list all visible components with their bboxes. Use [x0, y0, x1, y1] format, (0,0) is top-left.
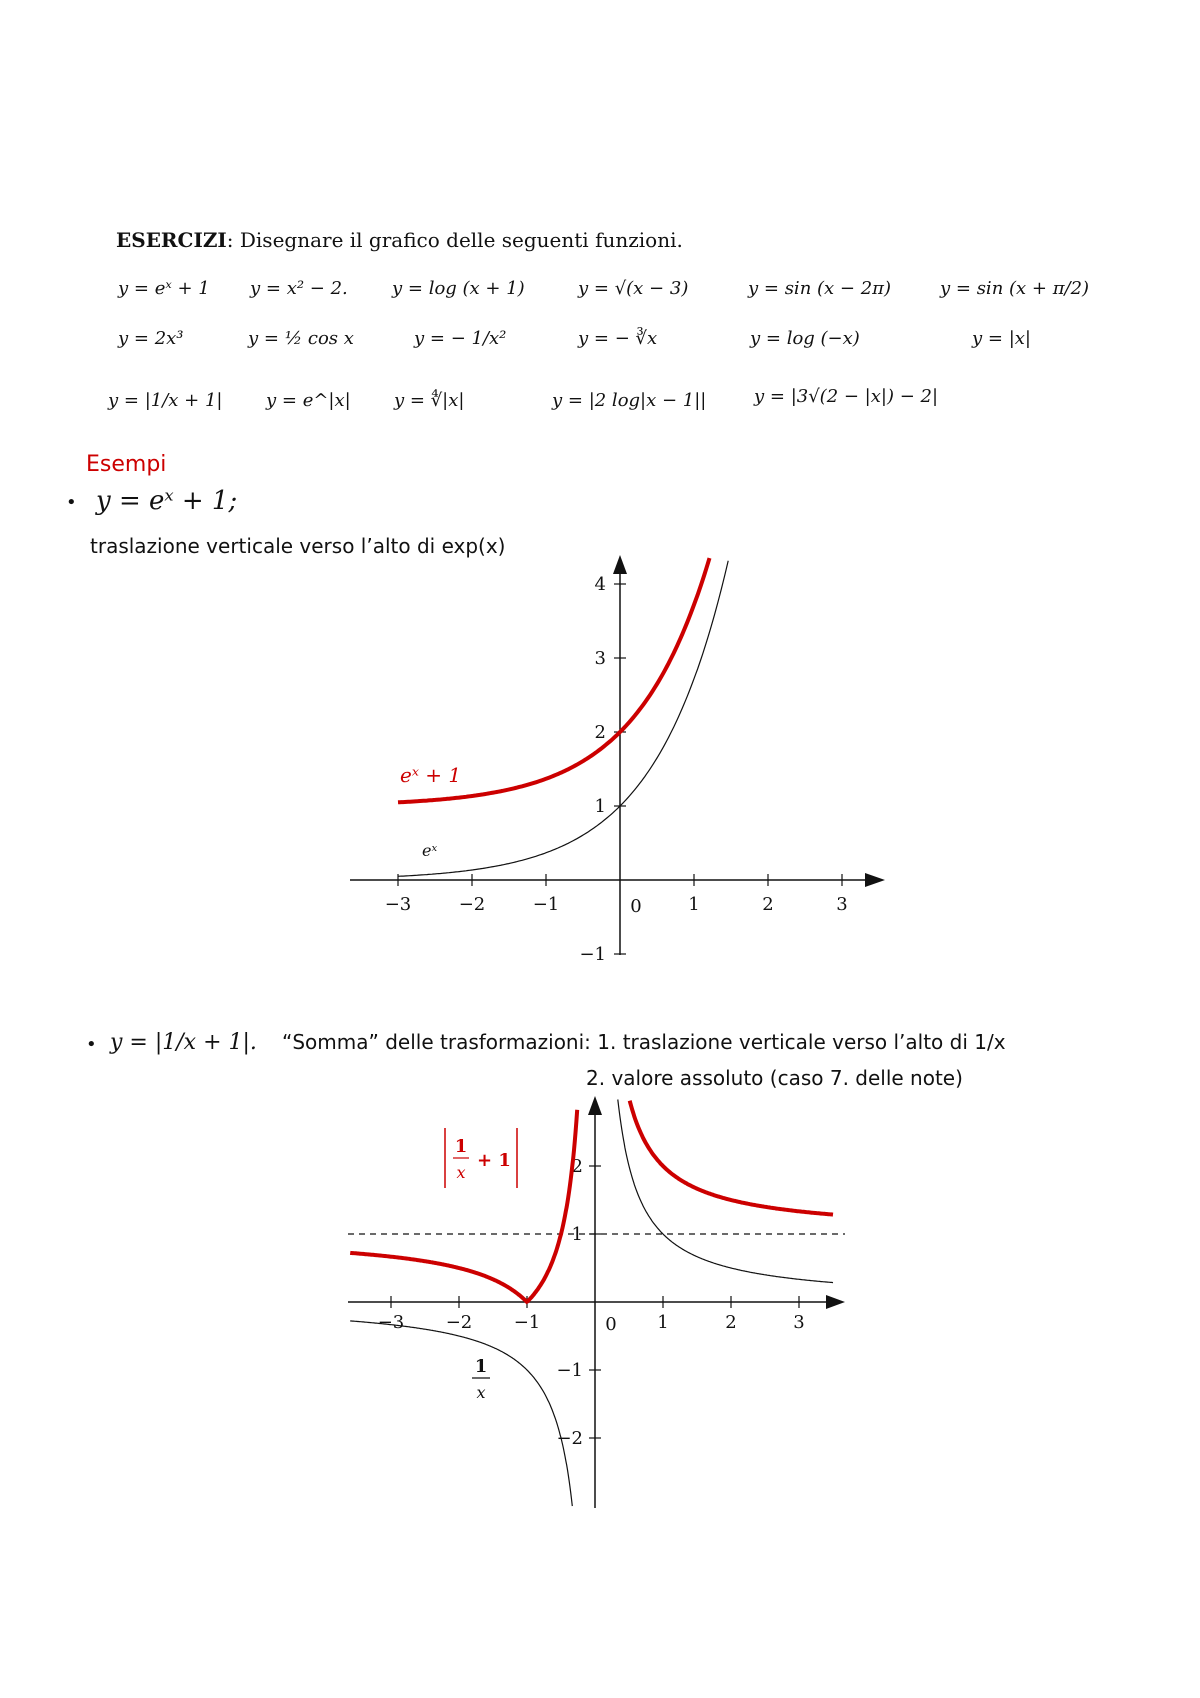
exercises-title [116, 228, 683, 252]
example2-description-step2: 2. valore assoluto (caso 7. delle note) [586, 1066, 963, 1090]
x-tick-label: 1 [688, 894, 700, 915]
exercise-formula: y = eˣ + 1 [118, 278, 210, 299]
y-tick-label: 4 [594, 574, 606, 595]
exercise-formula: y = sin (x + π/2) [940, 278, 1090, 299]
exercise-formula: y = e^|x| [266, 390, 351, 411]
x-axis-arrow [826, 1295, 845, 1309]
curve-label-exp-plus-one: eˣ + 1 [400, 763, 462, 787]
example1-formula: y = eˣ + 1; [96, 486, 238, 516]
exercise-formula: y = ∜|x| [394, 390, 465, 411]
bullet-icon: • [66, 492, 77, 513]
y-tick-label: 1 [571, 1224, 583, 1245]
exercise-formula: y = x² − 2. [250, 278, 348, 299]
x-tick-label: −1 [513, 1312, 541, 1333]
y-axis-arrow [613, 555, 627, 574]
exercises-title-rest: : Disegnare il grafico delle seguenti funzioni. [226, 228, 683, 252]
exercise-formula: y = log (−x) [750, 328, 860, 349]
exercise-formula: y = log (x + 1) [392, 278, 525, 299]
example1-description: traslazione verticale verso l’alto di exp(x) [90, 534, 506, 558]
x-tick-label: 1 [657, 1312, 669, 1333]
curve-abs-right [630, 1101, 833, 1215]
label-reciprocal-denominator: x [476, 1383, 486, 1402]
x-tick-label: −3 [377, 1312, 405, 1333]
chart-exp [340, 550, 900, 980]
curve-label-exp: eˣ [422, 841, 438, 860]
exercise-formula: y = sin (x − 2π) [748, 278, 892, 299]
x-tick-label: −2 [445, 1312, 473, 1333]
y-tick-label: −1 [556, 1360, 583, 1381]
x-tick-label: −1 [532, 894, 560, 915]
exercise-formula: y = |x| [972, 328, 1031, 349]
exercise-formula: y = 2x³ [118, 328, 184, 349]
x-tick-label: −3 [384, 894, 412, 915]
section-title: Esempi [86, 452, 167, 477]
x-tick-label: 3 [836, 894, 848, 915]
exercise-formula: y = |1/x + 1| [108, 390, 223, 411]
y-tick-label: −1 [579, 944, 606, 965]
x-axis-arrow [865, 873, 885, 887]
example2-formula: y = |1/x + 1|. [110, 1030, 257, 1055]
label-fraction-denominator: x [456, 1163, 466, 1182]
y-tick-label: −2 [556, 1428, 583, 1449]
bullet-icon: • [86, 1034, 97, 1055]
exercise-formula: y = ½ cos x [248, 328, 354, 349]
exercise-formula: y = |3√(2 − |x|) − 2| [754, 386, 939, 407]
label-reciprocal-numerator: 1 [474, 1356, 488, 1377]
chart-abs-reciprocal [340, 1090, 860, 1520]
exercise-formula: y = √(x − 3) [578, 278, 689, 299]
x-tick-label: 3 [793, 1312, 805, 1333]
y-tick-label: 2 [594, 722, 606, 743]
exercise-formula: y = − ∛x [578, 328, 658, 349]
label-plus-one: + 1 [477, 1150, 511, 1171]
exercises-title-bold: ESERCIZI [116, 228, 227, 252]
y-tick-label: 1 [594, 796, 606, 817]
origin-label: 0 [630, 896, 642, 917]
y-axis-arrow [588, 1096, 602, 1115]
y-tick-label: 2 [571, 1156, 583, 1177]
curve-reciprocal-right [618, 1100, 833, 1283]
curve-exp [398, 561, 728, 877]
y-tick-label: 3 [594, 648, 606, 669]
origin-label: 0 [605, 1314, 617, 1335]
label-fraction-numerator: 1 [454, 1136, 468, 1157]
curve-reciprocal-left [350, 1321, 572, 1506]
x-tick-label: 2 [725, 1312, 737, 1333]
exercise-formula: y = |2 log|x − 1|| [552, 390, 707, 411]
exercise-formula: y = − 1/x² [414, 328, 507, 349]
x-tick-label: 2 [762, 894, 774, 915]
x-tick-label: −2 [458, 894, 486, 915]
example2-description-step1: “Somma” delle trasformazioni: 1. traslazione verticale verso l’alto di 1/x [282, 1030, 1006, 1054]
